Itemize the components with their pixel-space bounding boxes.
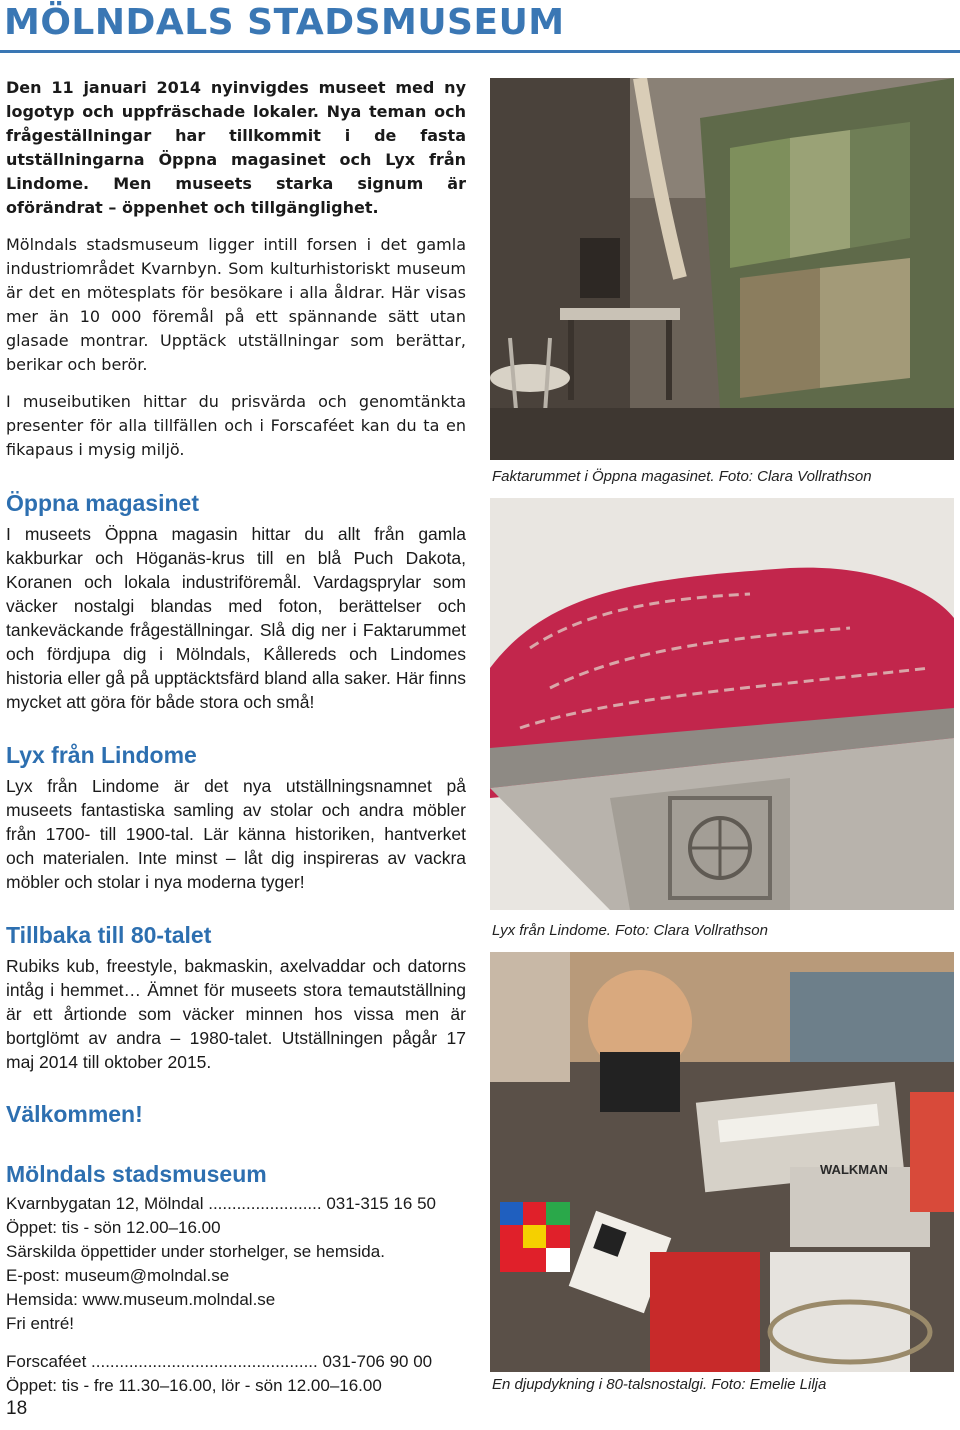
section-heading-oppna-magasinet: Öppna magasinet — [6, 490, 199, 516]
info-cafe: Forscaféet ................................................ 031-706 90 00 — [6, 1352, 433, 1371]
walkman-label: WALKMAN — [820, 1162, 888, 1177]
section-heading-lyx-fran-lindome: Lyx från Lindome — [6, 742, 197, 768]
main-column — [6, 76, 466, 1126]
photo-lyx-fran-lindome — [490, 498, 954, 910]
section-text-oppna-magasinet: I museets Öppna magasin hittar du allt från gamla kakburkar och Höganäs-krus till en blå Puch Dakota, Koranen och lokala industriföremål. Vardagsprylar som väcker nostalgi blandas med foton, berättelser och tankeväckande frågeställningar. Slå dig ner i Faktarummet och fördjupa dig i Mölndals, Kållereds och Lindomes historia eller gå på upptäcktsfärd bland alla saker. Här finns mycket att göra för både stora och små! — [6, 524, 466, 712]
page-number: 18 — [6, 1398, 28, 1419]
section-text-lyx-fran-lindome: Lyx från Lindome är det nya utställningsnamnet på museets fantastiska samling av stolar och andra möbler från 1700- till 1900-tal. Lär känna historiken, hantverket och materialen. Inte minst – låt dig inspireras av vackra möbler och stolar i nya moderna tyger! — [6, 776, 466, 892]
info-heading: Mölndals stadsmuseum — [6, 1161, 267, 1187]
shop-paragraph: I museibutiken hittar du prisvärda och genomtänkta presenter för alla tillfällen och i Forscaféet kan du ta en fikapaus i mysig miljö. — [6, 392, 466, 459]
info-cafe-hours: Öppet: tis - fre 11.30–16.00, lör - sön 12.00–16.00 — [6, 1376, 382, 1395]
title-rule — [0, 50, 960, 53]
section-heading-tillbaka-till-80-talet: Tillbaka till 80-talet — [6, 922, 212, 948]
info-website: Hemsida: www.museum.molndal.se — [6, 1290, 276, 1309]
info-address: Kvarnbygatan 12, Mölndal ........................ 031-315 16 50 — [6, 1194, 436, 1213]
caption-photo-3: En djupdykning i 80-talsnostalgi. Foto: Emelie Lilja — [492, 1376, 827, 1393]
page-title: MÖLNDALS STADSMUSEUM — [4, 2, 565, 43]
info-hours: Öppet: tis - sön 12.00–16.00 — [6, 1218, 221, 1237]
photo-faktarummet — [490, 78, 954, 460]
caption-photo-2: Lyx från Lindome. Foto: Clara Vollrathson — [492, 922, 768, 939]
photo-80-talet — [490, 952, 954, 1372]
caption-photo-1: Faktarummet i Öppna magasinet. Foto: Clara Vollrathson — [492, 468, 872, 485]
info-email: E-post: museum@molndal.se — [6, 1266, 230, 1285]
section-text-tillbaka-till-80-talet: Rubiks kub, freestyle, bakmaskin, axelvaddar och datorns intåg i hemmet… Ämnet för museets stora temautställning är ett årtionde som väcker minnen hos vissa men är bortglömt av andra – 1980-talet. Utställningen pågår 17 maj 2014 till oktober 2015. — [6, 956, 466, 1072]
lead-paragraph: Den 11 januari 2014 nyinvigdes museet med ny logotyp och uppfräschade lokaler. Nya teman och frågeställningar har tillkommit i de fasta utställningarna Öppna magasinet och Lyx från Lindome. Men museets starka signum är oförändrat – öppenhet och tillgänglighet. — [6, 78, 466, 217]
info-free-entry: Fri entré! — [6, 1314, 75, 1333]
welcome-heading: Välkommen! — [6, 1101, 143, 1127]
info-special-hours: Särskilda öppettider under storhelger, se hemsida. — [6, 1242, 385, 1261]
visitor-info — [6, 1162, 466, 1398]
intro-paragraph: Mölndals stadsmuseum ligger intill forsen i det gamla industriområdet Kvarnbyn. Som kulturhistoriskt museum är det en mötesplats för besökare i alla åldrar. Här visas mer än 10 000 föremål på ett spännande sätt utan glasade montrar. Upptäck utställningar som berättar, berikar och berör. — [6, 235, 466, 374]
